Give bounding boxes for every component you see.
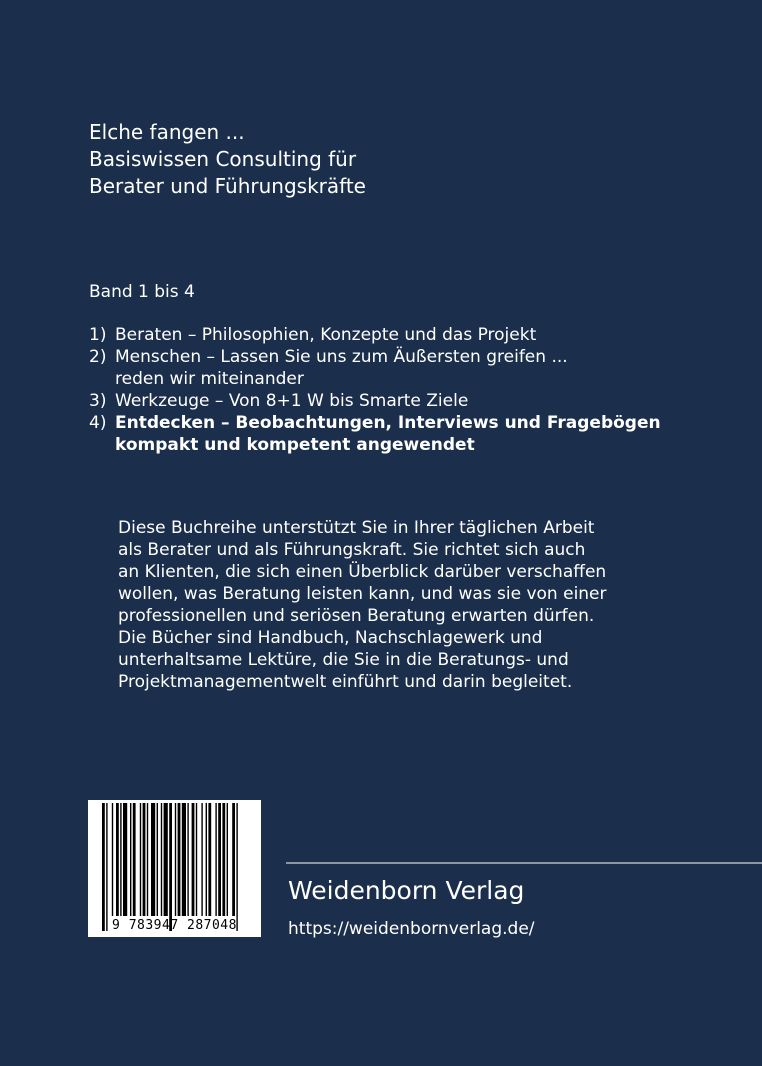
barcode-bar: [206, 803, 207, 916]
blurb-line: Die Bücher sind Handbuch, Nachschlagewerk und: [118, 628, 543, 648]
blurb-line: an Klienten, die sich einen Überblick darüber verschaffen: [118, 562, 607, 582]
barcode-bar: [164, 803, 168, 916]
barcode-bar: [227, 803, 228, 916]
volume-subtitle: reden wir miteinander: [115, 369, 304, 389]
volume-item-3: [89, 390, 661, 412]
blurb-line: Projektmanagementwelt einführt und darin begleitet.: [118, 672, 573, 692]
blurb-line: wollen, was Beratung leisten kann, und was sie von einer: [118, 584, 607, 604]
barcode-bar: [157, 803, 158, 916]
isbn-number: 9 783947 287048: [112, 918, 237, 933]
barcode-bar: [112, 803, 113, 916]
barcode-bar: [178, 803, 181, 916]
volume-number: 4): [89, 413, 107, 433]
barcode-bar: [130, 803, 131, 916]
barcode-bar: [140, 803, 141, 916]
blurb-line: als Berater und als Führungskraft. Sie richtet sich auch: [118, 540, 586, 560]
blurb-line: professionellen und seriösen Beratung erwarten dürfen.: [118, 606, 595, 626]
barcode-bar: [151, 803, 155, 916]
blurb-line: unterhaltsame Lektüre, die Sie in die Beratungs- und: [118, 650, 569, 670]
volume-number: 2): [89, 347, 107, 367]
barcode-bar: [196, 803, 197, 916]
barcode-bar: [147, 803, 148, 916]
barcode-bar: [232, 803, 235, 916]
volume-subtitle: kompakt und kompetent angewendet: [115, 435, 475, 455]
barcode-bar: [123, 803, 127, 916]
barcode-bar: [106, 803, 107, 931]
volume-list: [89, 324, 661, 456]
volume-item-2: [89, 346, 661, 390]
barcode-bar: [120, 803, 121, 916]
barcode-bar: [133, 803, 136, 916]
series-label: Band 1 bis 4: [89, 282, 195, 302]
isbn-barcode: [88, 800, 261, 937]
blurb-line: Diese Buchreihe unterstützt Sie in Ihrer täglichen Arbeit: [118, 518, 595, 538]
publisher-name: Weidenborn Verlag: [288, 876, 525, 905]
barcode-bar: [201, 803, 202, 916]
description-blurb: [118, 517, 607, 693]
barcode-bar: [175, 803, 176, 916]
volume-number: 3): [89, 391, 107, 411]
barcode-bar: [169, 803, 172, 931]
volume-title: Entdecken – Beobachtungen, Interviews und Fragebögen: [115, 413, 661, 433]
barcode-bar: [192, 803, 195, 916]
barcode-bar: [182, 803, 186, 916]
barcode-bar: [222, 803, 225, 916]
barcode-bar: [218, 803, 221, 916]
barcode-bar: [143, 803, 146, 916]
barcode-bar: [208, 803, 211, 916]
title-line-3: Berater und Führungskräfte: [89, 174, 366, 198]
title-line-2: Basiswissen Consulting für: [89, 147, 357, 171]
barcode-bars: [88, 800, 261, 937]
barcode-bar: [236, 803, 237, 931]
title-line-1: Elche fangen ...: [89, 120, 245, 144]
divider-line: [286, 862, 762, 864]
barcode-bar: [161, 803, 162, 916]
publisher-url: https://weidenbornverlag.de/: [288, 919, 535, 939]
volume-item-4: [89, 412, 661, 456]
volume-title: Beraten – Philosophien, Konzepte und das Projekt: [115, 325, 537, 345]
volume-title: Menschen – Lassen Sie uns zum Äußersten greifen ...: [115, 347, 568, 367]
book-series-title: [89, 119, 366, 200]
volume-number: 1): [89, 325, 107, 345]
volume-item-1: [89, 324, 661, 346]
volume-title: Werkzeuge – Von 8+1 W bis Smarte Ziele: [115, 391, 469, 411]
barcode-bar: [116, 803, 119, 916]
barcode-bar: [215, 803, 216, 916]
barcode-bar: [187, 803, 188, 916]
barcode-bar: [102, 803, 105, 931]
